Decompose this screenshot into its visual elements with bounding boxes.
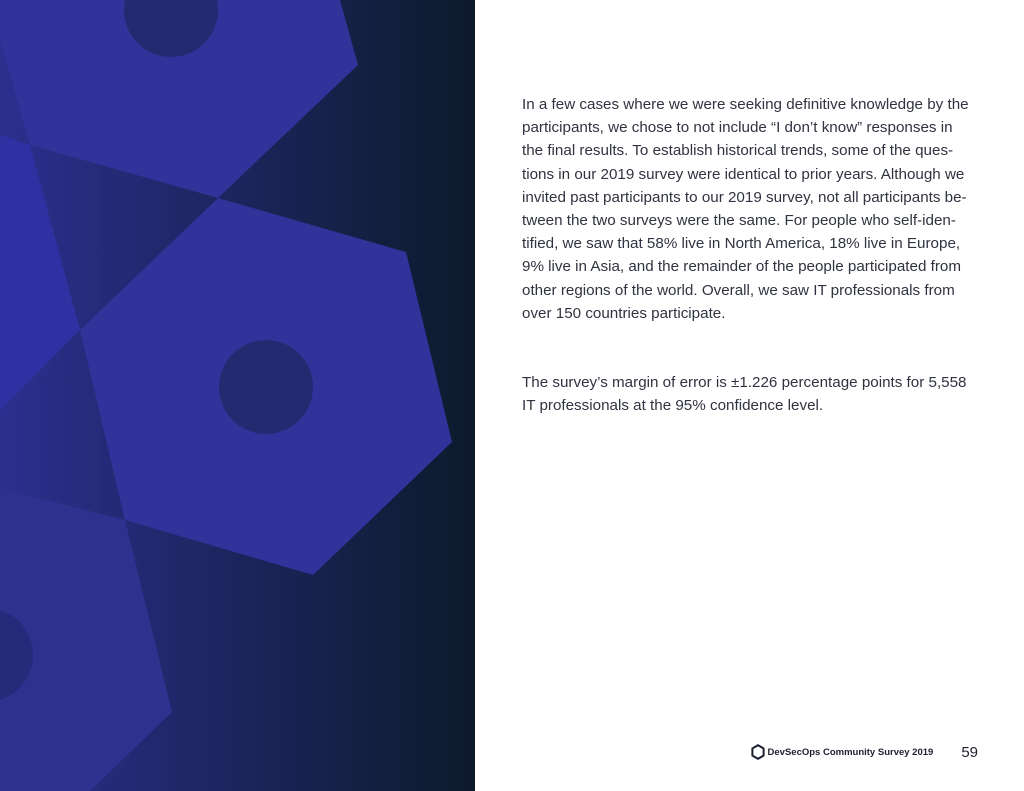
decorative-art-panel [0, 0, 475, 791]
hexagon-pattern-art [0, 0, 475, 791]
body-paragraph-methodology: In a few cases where we were seeking definitive knowledge by the participants, we chose to not include “I don’t know” responses in the final results. To establish historical trends, some of the ques- tions in our 2019 survey were identical to prior years. Although we invited past participants to our 2019 survey, not all participants be- tween the two surveys were the same. For people who self-iden- tified, we saw that 58% live in North America, 18% live in Europe, 9% live in Asia, and the remainder of the people participated from other regions of the world. Overall, we saw IT professionals from over 150 countries participate. [522, 96, 969, 322]
page-footer [751, 743, 978, 761]
hexagon-logo-icon [751, 744, 765, 760]
footer-title: DevSecOps Community Survey 2019 [767, 746, 934, 758]
body-paragraph-margin-of-error: The survey’s margin of error is ±1.226 percentage points for 5,558 IT professionals at the 95% confidence level. [522, 374, 967, 415]
main-content [522, 93, 984, 417]
circle-shape-middle [219, 340, 313, 434]
page-number: 59 [961, 743, 978, 761]
